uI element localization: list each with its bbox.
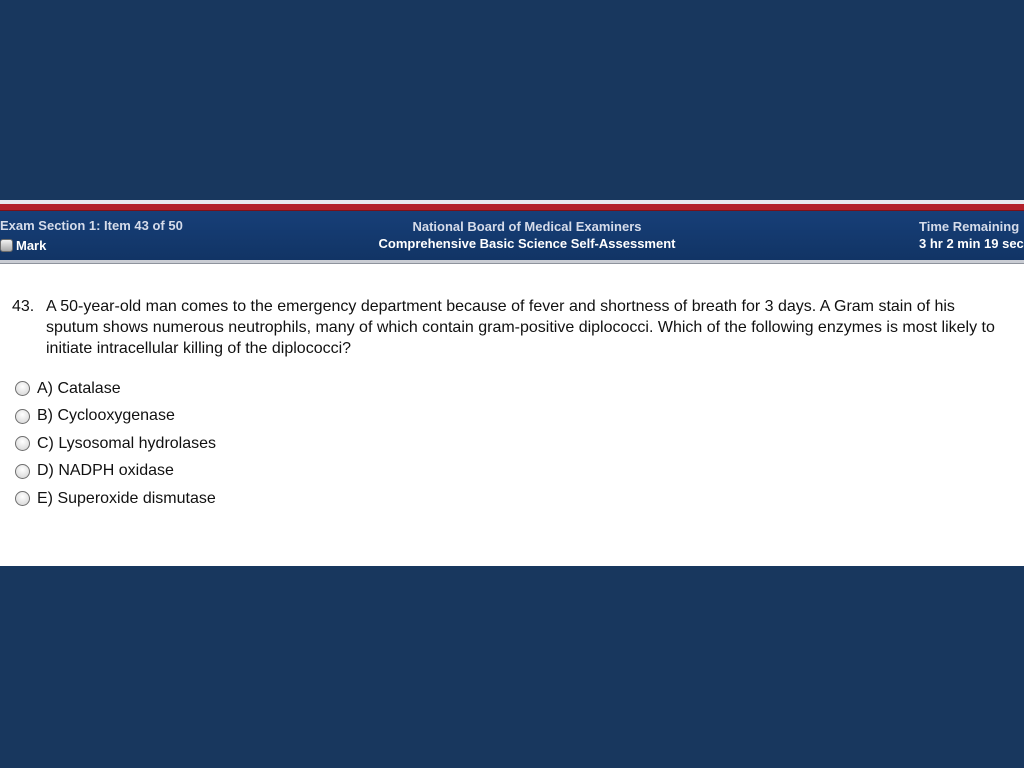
time-remaining [919,218,1024,252]
answer-option-d[interactable] [15,458,216,486]
time-remaining-label: Time Remaining [919,219,1020,234]
checkbox-icon[interactable] [0,239,13,252]
assessment-name: Comprehensive Basic Science Self-Assessment [378,236,676,251]
answer-option-a[interactable] [15,375,216,403]
answer-option-c[interactable] [15,430,216,458]
radio-button-icon[interactable] [15,464,30,479]
answer-option-b[interactable] [15,403,216,431]
item-counter: Exam Section 1: Item 43 of 50 [0,218,183,233]
question-block [12,296,1002,359]
exam-header [0,211,1024,260]
header-divider [0,260,1024,264]
answer-option-label[interactable]: C) Lysosomal hydrolases [37,434,217,452]
radio-button-icon[interactable] [15,436,30,451]
answer-options [15,375,216,513]
answer-option-label[interactable]: E) Superoxide dismutase [37,489,216,507]
board-name: National Board of Medical Examiners [412,219,642,234]
time-remaining-value: 3 hr 2 min 19 sec [919,236,1024,251]
radio-button-icon[interactable] [15,381,30,396]
answer-option-label[interactable]: A) Catalase [37,379,121,397]
radio-button-icon[interactable] [15,491,30,506]
radio-button-icon[interactable] [15,409,30,424]
header-titles [327,218,727,252]
question-number: 43. [12,298,35,315]
red-accent-stripe [0,204,1024,211]
mark-label: Mark [16,238,47,253]
question-stem: A 50-year-old man comes to the emergency department because of fever and shortness of breath for 3 days. A Gram stain of his sputum shows numerous neutrophils, many of which contain gram-positive diplococci. Which of the following enzymes is most likely to initiate intracellular killing of the diplococci? [46,298,995,357]
mark-checkbox[interactable] [0,238,46,253]
answer-option-label[interactable]: B) Cyclooxygenase [37,407,175,425]
answer-option-label[interactable]: D) NADPH oxidase [37,462,174,480]
answer-option-e[interactable] [15,485,216,513]
exam-window [0,200,1024,566]
